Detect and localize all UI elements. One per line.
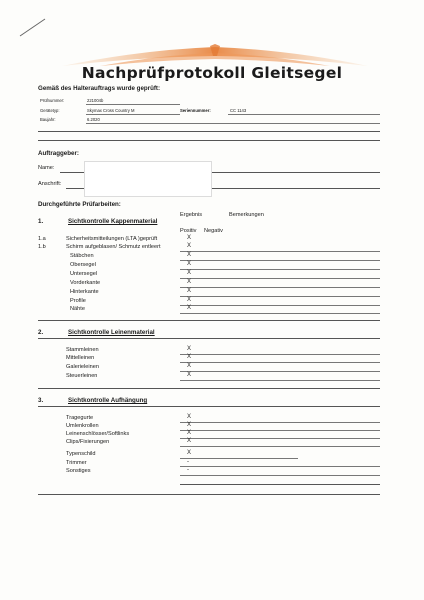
rule [38, 140, 380, 141]
col-bemerkungen: Bemerkungen [229, 212, 264, 218]
rule [180, 287, 380, 288]
item-label: Leinenschlösser/Softlinks [66, 431, 130, 437]
item-result: X [187, 430, 192, 436]
item-label: Steuerleinen [66, 373, 98, 379]
section-2-title: Sichtkontrolle Leinenmaterial [68, 329, 155, 336]
item-result: X [187, 450, 192, 456]
rule [86, 104, 180, 105]
rule [180, 354, 380, 355]
rule [180, 430, 380, 431]
rule [38, 388, 380, 389]
pruefarbeiten-heading: Durchgeführte Prüfarbeiten: [38, 201, 121, 208]
rule [228, 114, 380, 115]
rule [180, 438, 380, 439]
section-3-number: 3. [38, 397, 44, 404]
item-result: X [187, 270, 192, 276]
item-label: Profile [70, 298, 86, 304]
item-label: Vorderkante [70, 280, 101, 286]
item-label: Clips/Fixierungen [66, 439, 110, 445]
rule [180, 466, 380, 467]
item-label: Mittelleinen [66, 355, 95, 361]
item-result: X [187, 243, 192, 249]
item-code: 1.a [38, 236, 46, 242]
col-ergebnis: Ergebnis [180, 212, 203, 218]
item-label: Nähte [70, 306, 85, 312]
item-result: - [187, 459, 189, 465]
intro-heading: Gemäß des Halterauftrags wurde geprüft: [38, 85, 161, 92]
rule [180, 305, 380, 306]
item-label: Sonstiges [66, 468, 91, 474]
section-3-title: Sichtkontrolle Aufhängung [68, 397, 148, 404]
geraetetyp-value: Skymax Cross Country M [87, 108, 135, 113]
name-label: Name: [38, 165, 55, 171]
auftraggeber-heading: Auftraggeber: [38, 150, 79, 157]
section-2-number: 2. [38, 329, 44, 336]
item-result: X [187, 261, 192, 267]
rule [180, 422, 380, 423]
rule [180, 362, 380, 363]
baujahr-label: Baujahr: [40, 117, 56, 122]
item-result: X [187, 363, 192, 369]
rule [180, 251, 380, 252]
item-result: X [187, 346, 192, 352]
item-result: X [187, 279, 192, 285]
rule [86, 123, 380, 124]
rule [180, 380, 380, 381]
item-label: Tragegurte [66, 415, 94, 421]
item-result: X [187, 288, 192, 294]
rule [38, 338, 380, 339]
geraetetyp-label: Gerätetyp: [40, 108, 60, 113]
item-result: X [187, 422, 192, 428]
item-label: Galerieleinen [66, 364, 99, 370]
rule [180, 278, 380, 279]
rule [180, 260, 380, 261]
item-result: X [187, 414, 192, 420]
rule [180, 371, 380, 372]
item-result: X [187, 297, 192, 303]
pen-mark [18, 16, 48, 38]
col-positiv: Positiv [180, 228, 197, 234]
item-result: X [187, 252, 192, 258]
section-1-title: Sichtkontrolle Kappenmaterial [68, 218, 158, 225]
item-result: X [187, 305, 192, 311]
baujahr-value: 6.2020 [87, 117, 100, 122]
item-result: X [187, 438, 192, 444]
pruefnummer-label: Prüfnummer: [40, 98, 65, 103]
item-label: Stammleinen [66, 347, 99, 353]
rule [180, 296, 380, 297]
item-label: Hinterkante [70, 289, 99, 295]
pruefnummer-value: 221004b [87, 98, 104, 103]
rule [38, 131, 380, 132]
col-negativ: Negativ [204, 228, 223, 234]
anschrift-label: Anschrift: [38, 181, 62, 187]
rule [180, 269, 380, 270]
item-result: X [187, 235, 192, 241]
rule [38, 406, 380, 407]
item-label: Umlenkrollen [66, 423, 99, 429]
seriennummer-label: Seriennummer: [180, 108, 211, 113]
item-result: X [187, 354, 192, 360]
rule [38, 320, 380, 321]
document-title: Nachprüfprotokoll Gleitsegel [81, 64, 343, 82]
item-code: 1.b [38, 244, 46, 250]
item-result: - [187, 467, 189, 473]
item-label: Sicherheitsmitteilungen (LTA )geprüft [66, 236, 158, 242]
rule [38, 494, 380, 495]
rule [180, 475, 380, 476]
item-result: X [187, 372, 192, 378]
item-label: Typenschild [66, 451, 96, 457]
item-label: Schirm aufgeblasen/ Schmutz entleert [66, 244, 161, 250]
section-1-number: 1. [38, 218, 44, 225]
rule [180, 313, 380, 314]
rule [180, 446, 380, 447]
rule [180, 458, 298, 459]
seriennummer-value: CC 1143 [230, 108, 247, 113]
item-label: Untersegel [70, 271, 98, 277]
item-label: Obersegel [70, 262, 96, 268]
redaction-box [84, 161, 212, 197]
item-label: Stäbchen [70, 253, 94, 259]
rule [86, 114, 180, 115]
rule [180, 484, 380, 485]
item-label: Trimmer [66, 460, 87, 466]
